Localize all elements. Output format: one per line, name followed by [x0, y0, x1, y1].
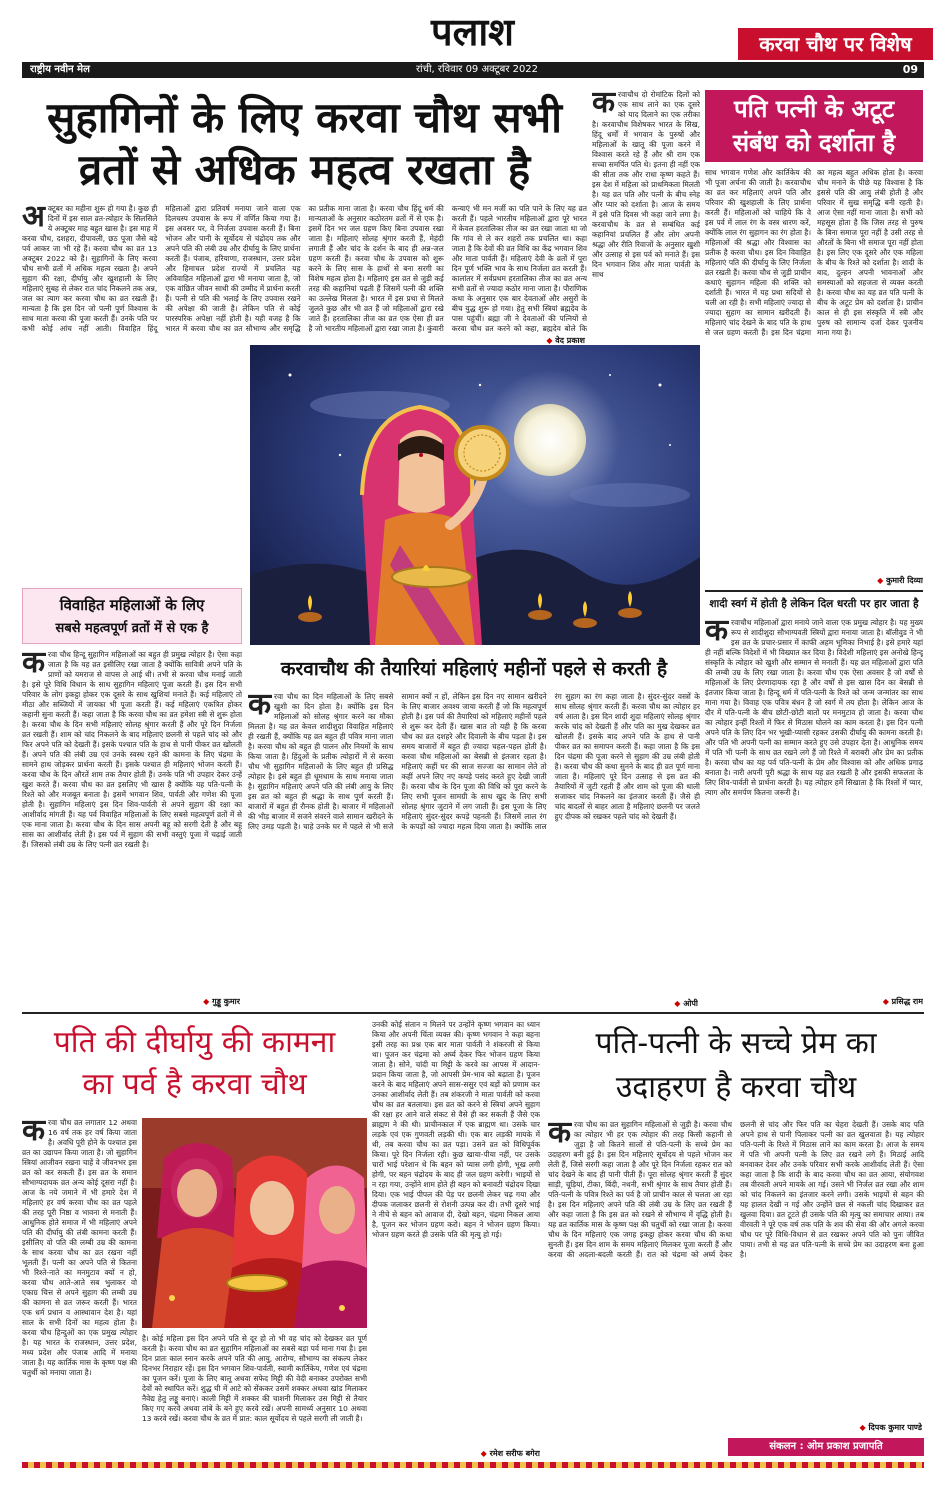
pati-patni-headline-line1: पति पत्नी के अटूट: [733, 95, 895, 123]
pati-patni-headline-line2: संबंध को दर्शाता है: [732, 129, 896, 157]
dirghayu-body-left: [22, 1118, 137, 1456]
tayariyan-body: [248, 692, 700, 996]
dirghayu-body-mid: [142, 1334, 367, 1456]
thali-icon: [392, 567, 472, 587]
dirghayu-text-left: रवा चौथ व्रत लगातार 12 अथवा 16 वर्ष तक हर वर्ष किया जाता है। अवधि पूरी होने के पश्चात इस व्रत का उद्यापन किया जाता है। जो सुहागिन स्त्रियां आजीवन रखना चाहें वे जीवनभर इस व्रत को कर सकती हैं। इस व्रत के समान सौभाग्यदायक व्रत अन्य कोई दूसरा नहीं है। आज के नये जमाने में भी हमारे देश में महिलाएं हर वर्ष करवा चौथ का व्रत पहले की तरह पूरी निष्ठा व भावना से मनाती हैं। आधुनिक होते समाज में भी महिलाएं अपने पति की दीर्घायु की लंबी कामना करती हैं। इसीलिए वो पति की लम्बी उम्र की कामना के साथ करवा चौथ का व्रत रखना नहीं भूलती हैं। पत्नी का अपने पति से कितना भी रिश्ते-नाते का मनमुटाव क्यों न हो, करवा चौथ आते-आते सब भुलाकर वो एकाग्र चित्त से अपने सुहाग की लम्बी उम्र की कामना से व्रत जरूर करती हैं। भारत एक धर्म प्रधान व आस्थावान देश है। यहां साल के सभी दिनों का महत्व होता है। करवा चौथ हिन्दुओं का एक प्रमुख त्योहार है। यह भारत के राजस्थान, उत्तर प्रदेश, मध्य प्रदेश और पंजाब आदि में मनाया जाता है। यह कार्तिक मास के कृष्ण पक्ष की चतुर्थी को मनाया जाता है।: [22, 1118, 137, 1377]
sankalan-credit: संकलन : ओम प्रकाश प्रजापति: [728, 1438, 924, 1456]
lead-drop-cap: अ: [22, 204, 45, 234]
lead-article-body: [22, 204, 587, 340]
masthead: [0, 0, 945, 80]
sacche-prem-body: [548, 1120, 924, 1420]
dirghayu-headline-line2: का पर्व है करवा चौथ: [82, 1067, 307, 1102]
vivahit-text: रवा चौथ हिन्दू सुहागिन महिलाओं का बहुत ही प्रमुख त्योहार है। ऐसा कहा जाता है कि यह व्रत इसीलिए रखा जाता है क्योंकि सावित्री अपने पति के प्राणों को यमराज से वापस ले आई थी। तभी से करवा चौथ मनाई जाती है। इसे पूरे विधि विधान के साथ सुहागिन महिलाएं पूजा करती हैं। इस दिन सभी परिवार के लोग इकट्ठा होकर एक दूसरे के साथ खुशियां मनाते हैं। कई महिलाएं तो मीठा और सब्जियों में जायका भी पूजा करती हैं। कई महिलाएं एकत्रित होकर कहानी सुना करती हैं। कहा जाता है कि करवा चौथ का व्रत हमेशा स्त्री से शुरू होता है। करवा चौथ के दिन सभी महिलाएं सोलह श्रृंगार करती हैं और पूरे दिन निर्जला व्रत रखती हैं। शाम को चांद निकलने के बाद महिलाएं छलनी से पहले चांद को और फिर अपने पति को देखती हैं। इसके पश्चात पति के हाथ से पानी पीकर व्रत खोलती हैं। अपने पति की लंबी उम्र एवं उनके स्वस्थ रहने की कामना के लिए चंद्रमा के सामने हाथ जोड़कर प्रार्थना करती हैं। इसके पश्चात ही महिलाएं भोजन करती हैं। करवा चौथ के दिन औरतें शाम तक तैयार होती हैं। उनके पति भी उपहार देकर उन्हें खुश करते हैं। करवा चौथ का व्रत इसलिए भी खास है क्योंकि यह पति-पत्नी के रिश्ते को और मजबूत बनाता है। इसमें भगवान शिव, पार्वती और गणेश की पूजा होती है। सुहागिन महिलाएं इस दिन शिव-पार्वती से अपने सुहाग की रक्षा का आशीर्वाद मांगती हैं। यह पर्व विवाहित महिलाओं के लिए सबसे महत्वपूर्ण व्रतों में से एक माना जाता है। करवा चौथ के दिन सास अपनी बहू को सरगी देती है और बहू सास का आशीर्वाद लेती है। इस पर्व में सुहाग की सभी वस्तुएं पूजा में चढ़ाई जाती हैं। जिसको लंबी उम्र के लिए पत्नी व्रत रखती है।: [22, 650, 242, 849]
dateline: रांची, रविवार 09 अक्टूबर 2022: [415, 64, 539, 75]
shadi-body: [705, 618, 923, 993]
lead-headline-line1: सुहागिनों के लिए करवा चौथ सभी: [46, 93, 563, 142]
sacche-prem-headline-line1: पति-पत्नी के सच्चे प्रेम का: [595, 1026, 877, 1061]
shadi-drop-cap: क: [705, 618, 729, 648]
sacche-prem-drop-cap: क: [548, 1120, 572, 1150]
vivahit-drop-cap: क: [22, 650, 46, 680]
vivahit-headline-box: [22, 588, 242, 644]
dirghayu-byline: ◆ रमेश सरीफ बगेरा: [420, 1448, 540, 1460]
page-number: 09: [902, 63, 918, 76]
dirghayu-body-right: [372, 1020, 540, 1445]
shadi-text: रवाचौथ महिलाओं द्वारा मनाये जाने वाला एक प्रमुख त्योहार है। यह मुख्य रूप से शादीशुदा सौभाग्यवती स्त्रियों द्वारा मनाया जाता है। बॉलीवुड ने भी इस व्रत के प्रचार-प्रसार में काफी अहम भूमिका निभाई है। इसे हमारे यहां ही नहीं बल्कि विदेशों में भी विख्यात कर दिया है। विदेशी महिलाएं इस अनोखे हिन्दू संस्कृति के त्योहार को खुशी और सम्मान से मनाती हैं। यह व्रत महिलाओं द्वारा पति की लम्बी उम्र के लिए रखा जाता है। करवा चौथ एक ऐसा अवसर है जो वर्षों से महिलाओं के लिए प्रेरणादायक रहा है और वर्षों से इस खास दिन का बेसब्री से इंतजार किया जाता है। हिन्दू धर्म में पति-पत्नी के रिश्ते को जन्म जन्मांतर का साथ माना गया है। विवाह एक पवित्र बंधन है जो स्वर्ग में तय होता है। लेकिन आज के दौर में पति-पत्नी के बीच छोटी-छोटी बातों पर मनमुटाव हो जाता है। करवा चौथ का त्योहार इन्हीं रिश्तों में फिर से मिठास घोलने का काम करता है। इस दिन पत्नी अपने पति के लिए दिन भर भूखी-प्यासी रहकर उसकी दीर्घायु की कामना करती है। और पति भी अपनी पत्नी का सम्मान करते हुए उसे उपहार देता है। आधुनिक समय में पति भी पत्नी के साथ व्रत रखने लगे हैं जो रिश्ते में बराबरी और प्रेम का प्रतीक है। करवा चौथ का यह पर्व पति-पत्नी के प्रेम और विश्वास को और अधिक प्रगाढ़ बनाता है। नारी अपनी पूरी श्रद्धा के साथ यह व्रत रखती है और इसकी सफलता के लिए शिव-पार्वती से प्रार्थना करती है। यह त्योहार हमें सिखाता है कि रिश्तों में प्यार, त्याग और समर्पण कितना जरूरी है।: [705, 618, 923, 797]
section-divider: [22, 1012, 924, 1014]
sacche-prem-text: रवा चौथ का व्रत सुहागिन महिलाओं से जुड़ी है। करवा चौथ का त्योहार भी हर एक त्योहार की तरह किसी कहानी से जुड़ा है जो कितने सालों से पति-पत्नी के सच्चे प्रेम का उदाहरण बनी हुई है। इस दिन महिलाएं सूर्योदय से पहले भोजन कर लेती हैं, जिसे सरगी कहा जाता है और पूरे दिन निर्जला रहकर रात को चांद देखने के बाद ही पानी पीती हैं। पूरा सोलह श्रृंगार करती हैं सुंदर साड़ी, चूड़ियां, टीका, बिंदी, नथनी, सभी श्रृंगार के साथ तैयार होती हैं। पति-पत्नी के पवित्र रिश्ते का पर्व है जो प्राचीन काल से चलता आ रहा है। इस दिन महिलाएं अपने पति की लंबी उम्र के लिए व्रत रखती हैं और कहा जाता है कि इस व्रत को रखने से सौभाग्य में वृद्धि होती है। यह व्रत कार्तिक मास के कृष्ण पक्ष की चतुर्थी को रखा जाता है। करवा चौथ के दिन महिलाएं एक जगह इकट्ठा होकर करवा चौथ की कथा सुनती हैं। इस दिन शाम के समय महिलाएं मिलकर पूजा करती हैं और करवा की अदला-बदली करती हैं। रात को चंद्रमा को अर्घ्य देकर छलनी से चांद और फिर पति का चेहरा देखती हैं। उसके बाद पति अपने हाथ से पानी पिलाकर पत्नी का व्रत खुलवाता है। यह त्योहार पति-पत्नी के रिश्ते में मिठास लाने का काम करता है। आज के समय में पति भी अपनी पत्नी के लिए व्रत रखने लगे हैं। मिठाई आदि बनवाकर देवर और उनके परिवार सभी करके आशीर्वाद लेती हैं। ऐसा कहा जाता है कि शादी के बाद करवा चौथ का व्रत आया, संयोगवश तब वीरवती अपने मायके आ गई। उसने भी निर्जल व्रत रखा और शाम को चांद निकलने का इंतजार करने लगी। उसके भाइयों से बहन की यह हालत देखी न गई और उन्होंने छल से नकली चांद दिखाकर व्रत खुलवा दिया। व्रत टूटते ही उसके पति की मृत्यु का समाचार आया। तब वीरवती ने पूरे एक वर्ष तक पति के शव की सेवा की और अगले करवा चौथ पर पूरे विधि-विधान से व्रत रखकर अपने पति को पुनः जीवित पाया। तभी से यह व्रत पति-पत्नी के सच्चे प्रेम का उदाहरण बना हुआ है।: [548, 1120, 924, 1259]
dirghayu-headline-line1: पति की दीर्घायु की कामना: [53, 1025, 336, 1060]
sacche-prem-headline-line2: उदाहरण है करवा चौथ: [615, 1070, 857, 1105]
dirghayu-text-mid: है। कोई महिला इस दिन अपने पति से दूर हो तो भी वह चांद को देखकर व्रत पूर्ण करती है। करवा चौथ का व्रत सुहागिन महिलाओं का सबसे बड़ा पर्व माना गया है। इस दिन प्रातः काल स्नान करके अपने पति की आयु, आरोग्य, सौभाग्य का संकल्प लेकर दिनभर निराहार रहें। इस दिन भगवान शिव-पार्वती, स्वामी कार्तिकेय, गणेश एवं चंद्रमा का पूजन करें। पूजा के लिए बालू अथवा सफेद मिट्टी की वेदी बनाकर उपरोक्त सभी देवों को स्थापित करें। शुद्ध घी में आटे को सेंककर उसमें शक्कर अथवा खांड मिलाकर नैवेद्य हेतु लड्डू बनाएं। काली मिट्टी में शक्कर की चाशनी मिलाकर उस मिट्टी से तैयार किए गए करवे अथवा तांबे के बने हुए करवे रखें। अपनी सामर्थ्य अनुसार 10 अथवा 13 करवे रखें। करवा चौथ के व्रत में प्रात: काल सूर्योदय से पहले सरगी ली जाती है।: [142, 1334, 367, 1423]
shadi-top-rule: [705, 590, 923, 592]
dirghayu-text-right: उनकी कोई संतान न मिलने पर उन्होंने कृष्ण भगवान का ध्यान किया और अपनी चिंता व्यक्त की। कृष्ण भगवान ने कहा बहना इसी तरह का प्रश्न एक बार माता पार्वती ने शंकरजी से किया था। पूजन कर चंद्रमा को अर्घ्य देकर फिर भोजन ग्रहण किया जाता है। सोने, चांदी या मिट्टी के करवे का आपस में आदान-प्रदान किया जाता है, जो आपसी प्रेम-भाव को बढ़ाता है। पूजन करने के बाद महिलाएं अपने सास-ससुर एवं बड़ों को प्रणाम कर उनका आशीर्वाद लेती हैं। तब शंकरजी ने माता पार्वती को करवा चौथ का व्रत बतलाया। इस व्रत को करने से स्त्रियां अपने सुहाग की रक्षा हर आने वाले संकट से वैसे ही कर सकती हैं जैसे एक ब्राह्मण ने की थी। प्राचीनकाल में एक ब्राह्मण था। उसके चार लड़के एवं एक गुणवती लड़की थी। एक बार लड़की मायके में थी, तब करवा चौथ का व्रत पड़ा। उसने व्रत को विधिपूर्वक किया। पूरे दिन निर्जला रही। कुछ खाया-पीया नहीं, पर उसके चारों भाई परेशान थे कि बहन को प्यास लगी होगी, भूख लगी होगी, पर बहन चंद्रोदय के बाद ही जल ग्रहण करेगी। भाइयों से न रहा गया, उन्होंने शाम होते ही बहन को बनावटी चंद्रोदय दिखा दिया। एक भाई पीपल की पेड़ पर छलनी लेकर चढ़ गया और दीपक जलाकर छलनी से रोशनी उत्पन्न कर दी। तभी दूसरे भाई ने नीचे से बहन को आवाज दी, देखो बहन, चंद्रमा निकल आया है, पूजन कर भोजन ग्रहण करो। बहन ने भोजन ग्रहण किया। भोजन ग्रहण करते ही उसके पति की मृत्यु हो गई।: [372, 1020, 540, 1239]
top-right-text: रवाचौथ दो रोमांटिक दिलों को एक साथ लाने का एक दूसरे को याद दिलाने का एक तरीका है। करवाचौथ विशेषकर भारत के सिख, हिंदू धर्मों में भगवान के पुरुषों और महिलाओं के खातू की पूजा करने में विश्वास करते रहे हैं और श्री राम एक सच्चा समर्पित पति थे। इतना ही नहीं एक की सीता तक और राधा कृष्ण कहते हैं। इस देश में महिला को प्राथमिकता मिलती है। यह व्रत पति और पत्नी के बीच स्नेह और प्यार को दर्शाता है। आज के समय में इसे पति दिवस भी कहा जाने लगा है। करवाचौथ के व्रत से सम्बंधित कई कहानियां प्रचलित हैं और लोग अपनी श्रद्धा और रीति रिवाजों के अनुसार खुशी और उत्साह से इस पर्व को मनाते हैं। इस दिन भगवान शिव और माता पार्वती के साथ: [592, 90, 700, 279]
pati-patni-byline: ◆ कुमारी दिव्या: [820, 575, 923, 587]
top-right-drop-cap: क: [592, 90, 616, 120]
bottom-border: [22, 1462, 924, 1468]
top-right-column: [592, 90, 700, 340]
pati-patni-text: साथ भगवान गणेश और कार्तिकेय की भी पूजा अर्चना की जाती है। करवाचौथ का व्रत कर महिलाएं अपने पति और परिवार की खुशहाली के लिए प्रार्थना करती हैं। महिलाओं को चाहिये कि वे इस पर्व में लाल रंग के वस्त्र धारण करें, क्योंकि लाल रंग सुहागन का रंग होता है। महिलाओं की श्रद्धा और विश्वास का प्रतीक है करवा चौथ। इस दिन विवाहित महिलाएं पति की दीर्घायु के लिए निर्जला व्रत रखती हैं। करवा चौथ से जुड़ी प्राचीन कथाएं सुहागन महिला की शक्ति को दर्शाती हैं। भारत में यह प्रथा सदियों से चली आ रही है। सभी महिलाएं ज्यादा से ज्यादा सुहाग का सामान खरीदती हैं। महिलाएं चांद देखने के बाद पति के हाथ से जल ग्रहण करती हैं। इस दिन चंद्रमा का महत्व बहुत अधिक होता है। करवा चौथ मनाने के पीछे यह विश्वास है कि इससे पति की आयु लंबी होती है और परिवार में सुख समृद्धि बनी रहती है। आज ऐसा नहीं माना जाता है। सभी को महसूस होता है कि जिस तरह से पुरुष के बिना समाज पूरा नहीं है उसी तरह से औरतों के बिना भी समाज पूरा नहीं होता है। इस लिए एक दूसरे और एक महिला के बीच के रिश्ते को दर्शाता है। शादी के बाद, दुल्हन अपनी भावनाओं और समस्याओं को सहजता से व्यक्त करती है। करवा चौथ का यह व्रत पति पत्नी के बीच के अटूट प्रेम को दर्शाता है। प्राचीन काल से ही इस संस्कृति में स्त्री और पुरुष को सामान्य दर्जा देकर पूजनीय माना गया है।: [705, 168, 923, 337]
tayariyan-byline: ◆ ओपी: [600, 998, 698, 1010]
shadi-headline: शादी स्वर्ग में होती है लेकिन दिल धरती पर हार जाता है: [709, 598, 919, 610]
dirghayu-headline: [22, 1022, 367, 1110]
moon-icon: [514, 404, 586, 476]
sacche-prem-byline: ◆ दिपक कुमार पाण्डे: [790, 1422, 922, 1434]
shadi-byline: ◆ प्रसिद्ध राम: [820, 996, 923, 1008]
pati-patni-headline-box: [705, 90, 923, 162]
vivahit-headline-line1: विवाहित महिलाओं के लिए: [59, 596, 205, 614]
vivahit-headline-line2: सबसे महत्वपूर्ण व्रतों में से एक है: [55, 621, 209, 636]
photo-thali-icon: [227, 1275, 287, 1291]
vivahit-byline: ◆ गुड्डू कुमार: [140, 996, 240, 1008]
karwa-chauth-illustration: [250, 345, 700, 645]
publisher-name: राष्ट्रीय नवीन मेल: [30, 64, 90, 75]
illustration-svg: [250, 345, 700, 645]
lead-headline: [22, 92, 587, 198]
sacche-prem-headline: [548, 1022, 924, 1114]
lead-headline-line2: व्रतों से अधिक महत्व रखता है: [78, 145, 531, 194]
section-tag: करवा चौथ पर विशेष: [738, 28, 933, 60]
photo-svg: [142, 1118, 367, 1328]
tayariyan-drop-cap: क: [248, 692, 272, 722]
lead-body-text: क्टूबर का महीना शुरू हो गया है। कुछ ही दिनों में इस साल व्रत-त्योहार के सिलसिले ये अक्टूबर माह बहुत खास है। इस माह में करवा चौथ, दशहरा, दीपावली, छठ पूजा जैसे बड़े पर्व आकर जा भी रहे हैं। करवा चौथ का व्रत 13 अक्टूबर 2022 को है। सुहागिनों के लिए करवा चौथ सभी व्रतों में अधिक महत्व रखता है। अपने सुहाग की रक्षा, दीर्घायु और खुशहाली के लिए महिलाएं सुबह से लेकर रात चांद निकलने तक अन्न, जल का त्याग कर करवा चौथ का व्रत रखती हैं। मान्यता है कि इस दिन जो पत्नी पूर्ण विश्वास के साथ माता करवा की पूजा करती हैं। उनके पति पर कभी कोई आंच नहीं आती। विवाहित हिंदू महिलाओं द्वारा प्रतिवर्ष मनाया जाने वाला एक दिलचस्प उपवास के रूप में वर्णित किया गया है। इस अवसर पर, वे निर्जला उपवास करती हैं। बिना भोजन और पानी के सूर्योदय से चंद्रोदय तक और अपने पति की लंबी उम्र और दीर्घायु के लिए प्रार्थना करती हैं। पंजाब, हरियाणा, राजस्थान, उत्तर प्रदेश और हिमाचल प्रदेश राज्यों में प्रचलित यह अविवाहित महिलाओं द्वारा भी मनाया जाता है, जो एक वांछित जीवन साथी की उम्मीद में प्रार्थना करती हैं। पत्नी से पति की भलाई के लिए उपवास रखने की अपेक्षा की जाती है। लेकिन पति से कोई पारस्परिक अपेक्षा नहीं होती है। यही वजह है कि भारत में करवा चौथ का व्रत सौभाग्य और समृद्धि का प्रतीक माना जाता है। करवा चौथ हिंदू धर्म की मान्यताओं के अनुसार कठोरतम व्रतों में से एक है। इसमें दिन भर जल ग्रहण किए बिना उपवास रखा जाता है। महिलाएं सोलह श्रृंगार करती हैं, मेहंदी लगाती हैं और चांद के दर्शन के बाद ही अन्न-जल ग्रहण करती हैं। करवा चौथ के उपवास को शुरू करने के लिए सास के हाथों से बना सरगी का विशेष महत्व होता है। महिलाएं इस व्रत से जुड़ी कई तरह की कहानियां पढ़ती हैं जिसमें पत्नी की शक्ति का उल्लेख मिलता है। भारत में इस प्रथा से मिलते जुलते कुछ और भी व्रत हैं जो महिलाओं द्वारा रखे जाते हैं। हरतालिका तीज का व्रत एक ऐसा ही व्रत है जो भारतीय महिलाओं द्वारा रखा जाता है। कुंवारी कन्याएं भी मन मर्जी का पति पाने के लिए यह व्रत करती हैं। पहले भारतीय महिलाओं द्वारा पूरे भारत में केवल हरतालिका तीज का व्रत रखा जाता था जो कि गांव से ले कर शहरों तक प्रचलित था। कहा जाता है कि देवों की व्रत विधि का केंद्र भगवान शिव और माता पार्वती हैं। महिलाएं देवी के व्रतों में पूरा दिन पूर्ण भक्ति भाव के साथ निर्जला व्रत करती हैं। कालांतर में सर्वप्रथम हरतालिका तीज का व्रत अन्य सभी व्रतों से ज्यादा कठोर माना जाता है। पौराणिक कथा के अनुसार एक बार देवताओं और असुरों के बीच युद्ध शुरू हो गया। हेतु सभी स्त्रियां ब्रह्मदेव के पास पहुंचीं। ब्रह्मा जी ने देवताओं की पत्नियों से करवा चौथ व्रत करने को कहा, ब्रह्मदेव बोले कि: [22, 204, 587, 333]
lead-byline: ◆ वेद प्रकाश: [470, 335, 585, 347]
dirghayu-drop-cap: क: [22, 1118, 46, 1148]
tayariyan-text: रवा चौथ का दिन महिलाओं के लिए सबसे खुशी का दिन होता है। क्योंकि इस दिन महिलाओं को सोलह श्रृंगार करने का मौका मिलता है। यह व्रत केवल शादीशुदा विवाहित महिलाएं ही रखती हैं, क्योंकि यह व्रत बहुत ही पवित्र माना जाता है। करवा चौथ को बहुत ही पालन और नियमों के साथ किया जाता है। हिंदुओं के प्रतीक त्योहारों में से करवा चौथ भी सुहागिन महिलाओं के लिए बहुत ही प्रसिद्ध त्योहार है। इसे बहुत ही धूमधाम के साथ मनाया जाता है। सुहागिन महिलाएं अपने पति की लंबी आयु के लिए इस व्रत को बहुत ही श्रद्धा के साथ पूर्ण करती हैं। बाजारों में बहुत ही रौनक होती है। बाजार में महिलाओं की भीड़ बाजार में सजने संवरने वाले सामान खरीदने के लिए उमड़ पड़ती है। चाहे उनके घर में पहले से भी सजे सामान क्यों न हों, लेकिन इस दिन नए सामान खरीदने के लिए बाजार अवश्य जाया करती हैं जो कि महत्वपूर्ण होती है। इस पर्व की तैयारियां को महिलाएं महीनों पहले से शुरू कर देती हैं। खास बात तो यही है कि करवा चौथ का व्रत दशहरे और दिवाली के बीच पड़ता है। इस समय बाजारों में बहुत ही ज्यादा चहल-पहल होती है। करवा चौथ महिलाओं का बेसब्री से इंतजार रहता है। महिलाएं कहीं घर की साज सज्जा का सामान लेते तो कहीं अपने लिए नए कपड़े पसंद करते हुए देखी जाती हैं। करवा चौथ के दिन पूजा की विधि को पूरा करने के लिए सभी पूजन सामग्री के साथ खुद के लिए सभी सोलह श्रृंगार जुटाने में लग जाती हैं। इस पूजा के लिए महिलाएं सुंदर-सुंदर कपड़े पहनती हैं। जिसमें लाल रंग के कपड़ों को ज्यादा महत्व दिया जाता है। क्योंकि लाल रंग सुहाग का रंग कहा जाता है। सुंदर-सुंदर वस्त्रों के साथ सोलह श्रृंगार करती हैं। करवा चौथ का त्योहार हर वर्ष आता है। इस दिन शादी शुदा महिलाएं सोलह श्रृंगार करके चांद को देखती हैं और पति का मुख देखकर व्रत खोलती हैं। इसके बाद अपने पति के हाथ से पानी पीकर व्रत का समापन करती हैं। कहा जाता है कि इस दिन चंद्रमा की पूजा करने से सुहाग की उम्र लंबी होती है। करवा चौथ की कथा सुनने के बाद ही व्रत पूर्ण माना जाता है। महिलाएं पूरे दिन उत्साह से इस व्रत की तैयारियों में जुटी रहती हैं और शाम को पूजा की थाली सजाकर चांद निकलने का इंतजार करती हैं। जैसे ही चांद बादलों से बाहर आता है महिलाएं छलनी पर जलते हुए दीपक को रखकर पहले चांद को देखती हैं।: [248, 692, 700, 831]
tayariyan-headline: करवाचौथ की तैयारियां महिलाएं महीनों पहले से करती है: [248, 650, 700, 688]
women-celebrating-photo: [142, 1118, 367, 1328]
topbar: [22, 62, 924, 78]
pati-patni-body: [705, 168, 923, 573]
vivahit-body: [22, 650, 242, 992]
paper-name: पलाश: [430, 9, 515, 54]
